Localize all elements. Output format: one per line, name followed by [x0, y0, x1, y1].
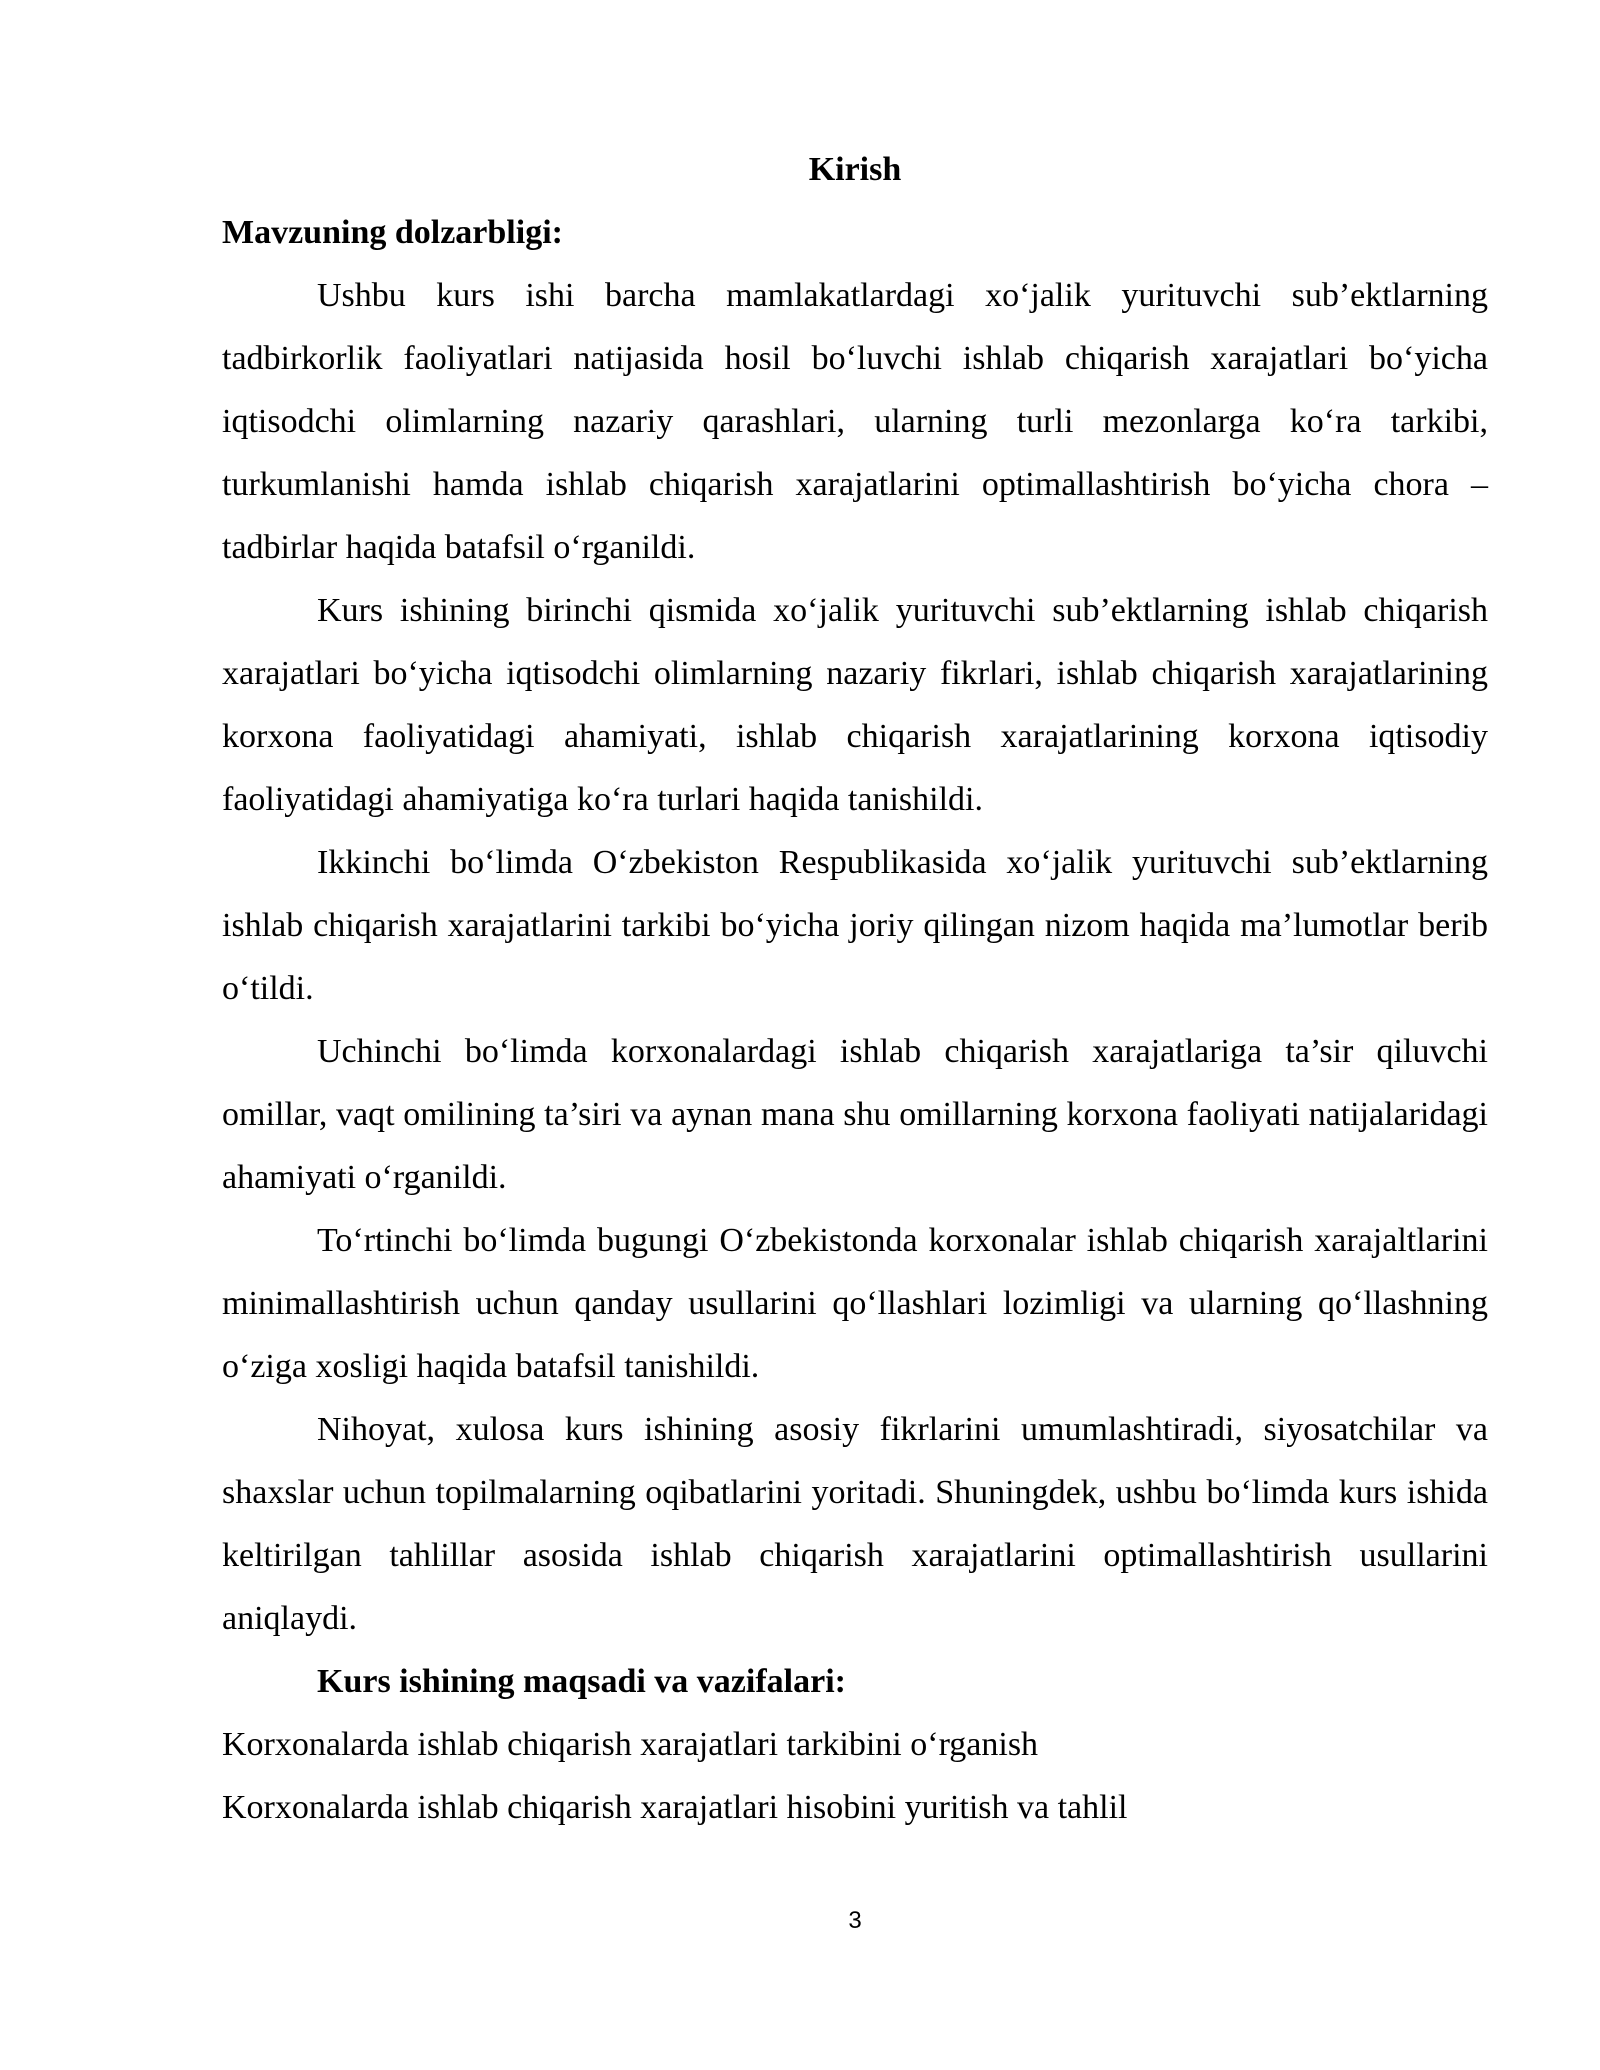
goals-heading: Kurs ishining maqsadi va vazifalari: [317, 1663, 846, 1700]
paragraph-1: Ushbu kurs ishi barcha mamlakatlardagi xo‘jalik yurituvchi sub’ektlarning tadbirkorlik faoliyatlari natijasida hosil bo‘luvchi ishlab chiqarish xarajatlari bo‘yicha iqtisodchi olimlarning nazariy qarashlari, ularning turli mezonlarga ko‘ra tarkibi, turkumlanishi hamda ishlab chiqarish xarajatlarini optimallashtirish bo‘yicha chora – tadbirlar haqida batafsil o‘rganildi. [222, 277, 1488, 566]
paragraph-6: Nihoyat, xulosa kurs ishining asosiy fikrlarini umumlashtiradi, siyosatchilar va shaxslar uchun topilmalarning oqibatlarini yoritadi. Shuningdek, ushbu bo‘limda kurs ishida keltirilgan tahlillar asosida ishlab chiqarish xarajatlarini optimallashtirish usullarini aniqlaydi. [222, 1411, 1488, 1637]
page-content [222, 138, 1488, 1839]
page-title: Kirish [808, 151, 902, 188]
paragraph-3: Ikkinchi bo‘limda O‘zbekiston Respublikasida xo‘jalik yurituvchi sub’ektlarning ishlab chiqarish xarajatlarini tarkibi bo‘yicha joriy qilingan nizom haqida ma’lumotlar berib o‘tildi. [222, 844, 1488, 1007]
paragraph-5: To‘rtinchi bo‘limda bugungi O‘zbekistonda korxonalar ishlab chiqarish xarajaltlarini minimallashtirish uchun qanday usullarini qo‘llashlari lozimligi va ularning qo‘llashning o‘ziga xosligi haqida batafsil tanishildi. [222, 1222, 1488, 1385]
paragraph-2: Kurs ishining birinchi qismida xo‘jalik yurituvchi sub’ektlarning ishlab chiqarish xarajatlari bo‘yicha iqtisodchi olimlarning nazariy fikrlari, ishlab chiqarish xarajatlarining korxona faoliyatidagi ahamiyati, ishlab chiqarish xarajatlarining korxona iqtisodiy faoliyatidagi ahamiyatiga ko‘ra turlari haqida tanishildi. [222, 592, 1488, 818]
paragraph-4: Uchinchi bo‘limda korxonalardagi ishlab chiqarish xarajatlariga ta’sir qiluvchi omillar, vaqt omilining ta’siri va aynan mana shu omillarning korxona faoliyati natijalaridagi ahamiyati o‘rganildi. [222, 1033, 1488, 1196]
goal-item-2: Korxonalarda ishlab chiqarish xarajatlari hisobini yuritish va tahlil [222, 1789, 1128, 1826]
goal-item-1: Korxonalarda ishlab chiqarish xarajatlari tarkibini o‘rganish [222, 1726, 1039, 1763]
section-heading: Mavzuning dolzarbligi: [222, 214, 563, 251]
page-number: 3 [848, 1907, 862, 1934]
